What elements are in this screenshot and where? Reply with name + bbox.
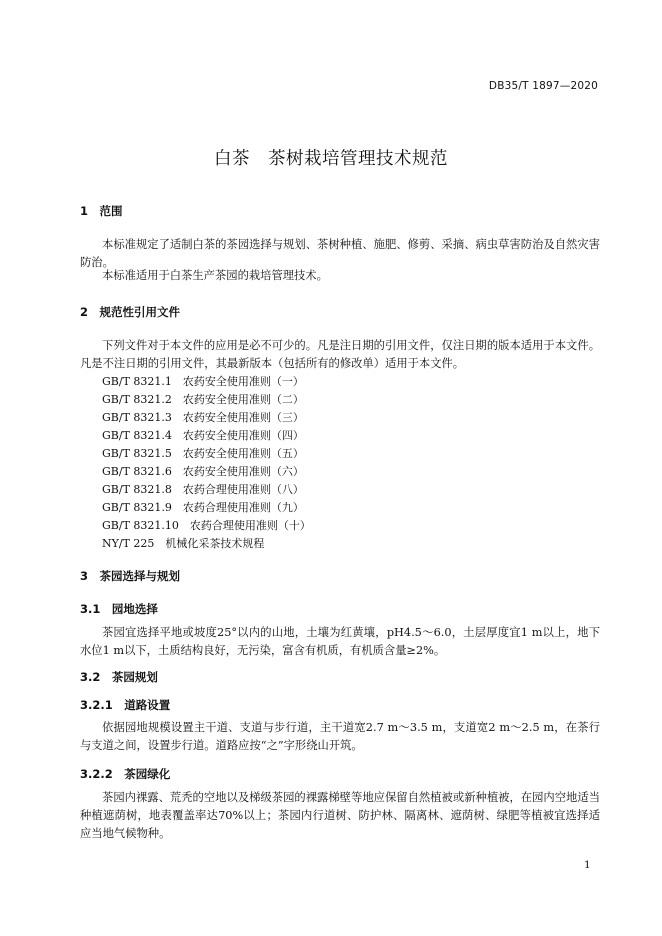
reference-item: NY/T 225 机械化采茶技术规程 bbox=[102, 537, 265, 550]
section-3-2-2-paragraph: 茶园内裸露、荒秃的空地以及梯级茶园的裸露梯壁等地应保留自然植被或新种植被，在园内空地适当种植遮荫树，地表覆盖率达70%以上；茶园内行道树、防护林、隔离林、遮荫树、绿肥等植被宜选择适应当地气候物种。 bbox=[80, 791, 600, 840]
document-code: DB35/T 1897—2020 bbox=[488, 80, 598, 92]
reference-item: GB/T 8321.4 农药安全使用准则（四） bbox=[102, 429, 304, 442]
reference-item: GB/T 8321.10 农药合理使用准则（十） bbox=[102, 519, 311, 532]
reference-item: GB/T 8321.5 农药安全使用准则（五） bbox=[102, 447, 304, 460]
reference-item: GB/T 8321.9 农药合理使用准则（九） bbox=[102, 501, 304, 514]
section-3-1-heading: 3.1 园地选择 bbox=[80, 602, 158, 616]
section-1-heading: 1 范围 bbox=[80, 204, 123, 218]
reference-item: GB/T 8321.2 农药安全使用准则（二） bbox=[102, 393, 304, 406]
section-2-paragraph-1: 下列文件对于本文件的应用是必不可少的。凡是注日期的引用文件，仅注日期的版本适用于本文件。凡是不注日期的引用文件，其最新版本（包括所有的修改单）适用于本文件。 bbox=[80, 339, 600, 370]
reference-item: GB/T 8321.3 农药安全使用准则（三） bbox=[102, 411, 304, 424]
section-3-2-1-heading: 3.2.1 道路设置 bbox=[80, 698, 171, 712]
page-title: 白茶 茶树栽培管理技术规范 bbox=[214, 149, 448, 169]
reference-item: GB/T 8321.8 农药合理使用准则（八） bbox=[102, 483, 304, 496]
section-3-2-1-paragraph: 依据园地规模设置主干道、支道与步行道，主干道宽2.7 m～3.5 m，支道宽2 m～2.5 m，在茶行与支道之间，设置步行道。道路应按“之”字形绕山开筑。 bbox=[80, 721, 600, 752]
section-2-heading: 2 规范性引用文件 bbox=[80, 305, 181, 319]
reference-item: GB/T 8321.1 农药安全使用准则（一） bbox=[102, 375, 304, 388]
section-1-paragraph-1: 本标准规定了适制白茶的茶园选择与规划、茶树种植、施肥、修剪、采摘、病虫草害防治及自然灾害防治。 bbox=[80, 238, 600, 269]
section-1-paragraph-2: 本标准适用于白茶生产茶园的栽培管理技术。 bbox=[102, 269, 328, 282]
reference-item: GB/T 8321.6 农药安全使用准则（六） bbox=[102, 465, 304, 478]
section-3-1-paragraph: 茶园宜选择平地或坡度25°以内的山地，土壤为红黄壤，pH4.5～6.0，土层厚度宜1 m以上，地下水位1 m以下，土质结构良好，无污染，富含有机质，有机质含量≥2%。 bbox=[80, 626, 600, 657]
section-3-2-heading: 3.2 茶园规划 bbox=[80, 670, 158, 684]
section-3-2-2-heading: 3.2.2 茶园绿化 bbox=[80, 767, 171, 781]
page-number: 1 bbox=[584, 859, 591, 871]
section-3-heading: 3 茶园选择与规划 bbox=[80, 569, 181, 583]
